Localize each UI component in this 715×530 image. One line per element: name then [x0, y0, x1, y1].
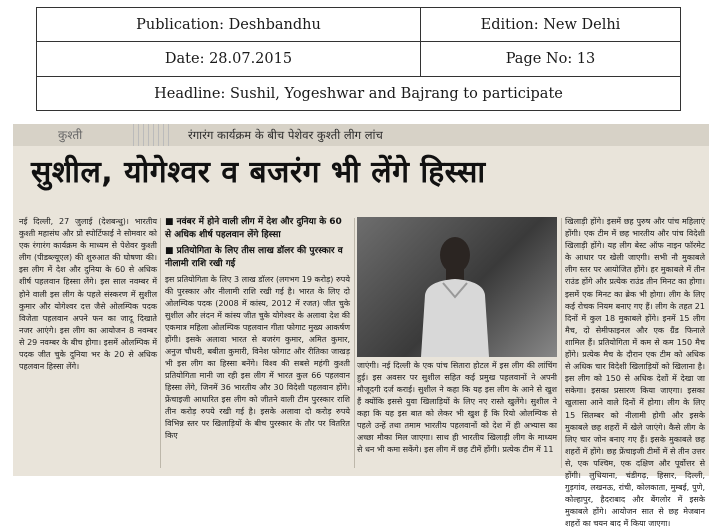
metadata-table	[36, 7, 681, 111]
newspaper-clipping	[13, 124, 709, 529]
body-text: नई दिल्ली, 27 जुलाई (देशबन्धु)। भारतीय कुश्ती महासंघ और प्रो स्पोर्टिफाई ने सोमवार को एक रंगारंग कार्यक्रम के माध्यम से पेशेवर कुश्ती लीग (पीडब्ल्यूएल) की शुरुआत की घोषणा की। इस लीग में देश और दुनिया के 60 से अधिक शीर्ष पहलवान हिस्सा लेंगे। इस साल नवम्बर में होने वाली इस लीग के पहले संस्करण में सुशील कुमार और योगेश्वर दत्त जैसे ओलम्पिक पदक विजेता पहलवान अपने फन का जादू दिखाते नजर आएंगे। इस लीग का आयोजन 8 नवम्बर से 29 नवम्बर के बीच होगा। इसमें ओलम्पिक में पदक जीत चुके दुनिया भर के 20 से अधिक पहलवान हिस्सा लेंगे।	[19, 217, 157, 372]
publication-cell: Publication: Deshbandhu	[136, 16, 321, 33]
body-text: जाएंगी। नई दिल्ली के एक पांच सितारा होटल में इस लीग की लांचिंग हुई। इस अवसर पर सुशील सहित कई प्रमुख पहलवानों ने अपनी मौजूदगी दर्ज कराई। सुशील ने कहा कि यह इस लीग के आने से खुश हैं क्योंकि इससे युवा खिलाड़ियों के लिए नए रास्ते खुलेंगे। सुशील ने कहा कि यह इस बात को लेकर भी खुश हैं कि रियो ओलम्पिक से पहले उन्हें तथा तमाम भारतीय पहलवानों को देश में ही अभ्यास का अच्छा मौका मिल जाएगा। साथ ही भारतीय खिलाड़ी लीग के माध्यम से धन भी कमा सकेंगे। इस लीग में छह टीमें होंगी। प्रत्येक टीम में 11	[357, 361, 557, 454]
highlight-point: ■ प्रतियोगिता के लिए तीस लाख डॉलर की पुरस्कार व नीलामी राशि रखी गई	[165, 246, 343, 269]
article-headline: सुशील, योगेश्वर व बजरंग भी लेंगे हिस्सा	[31, 155, 486, 190]
column-rule	[160, 218, 161, 468]
kicker-strap	[13, 124, 709, 146]
kicker-text: रंगारंग कार्यक्रम के बीच पेशेवर कुश्ती लीग लांच	[188, 128, 383, 142]
table-row	[37, 8, 680, 42]
column-rule	[561, 218, 562, 468]
date-cell: Date: 28.07.2015	[164, 51, 293, 67]
headline-cell: Headline: Sushil, Yogeshwar and Bajrang to participate	[154, 86, 563, 102]
article-column-4	[565, 216, 705, 530]
body-text: इस प्रतियोगिता के लिए 3 लाख डॉलर (लगभग 19 करोड़) रुपये की पुरस्कार और नीलामी राशि रखी गई है। भारत के लिए दो ओलम्पिक पदक (2008 में कांस्य, 2012 में रजत) जीत चुके सुशील और लंदन में कांस्य जीत चुके योगेश्वर के अलावा देश की एकमात्र महिला ओलम्पिक पहलवान गीता फोगाट मुख्य आकर्षण होंगी। इसके अलावा भारत से बजरंग कुमार, अमित कुमार, अनुज चौधरी, बबीता कुमारी, विनेश फोगाट और रीतिका जाखड़ भी इस लीग का हिस्सा बनेंगे। विश्व की सबसे महंगी कुश्ती प्रतियोगिता मानी जा रही इस लीग में भारत कुल 66 पहलवान हिस्सा लेंगे, जिनमें 36 भारतीय और 30 विदेशी पहलवान होंगे। फ्रेंचाइजी आधारित इस लीग को जीतने वाली टीम पुरस्कार राशि तीन करोड़ रुपये रखी गई है। इसके अलावा दो करोड़ रुपये विभिन्न स्तर पर खिलाड़ियों के बीच पुरस्कार के तौर पर वितरित किए	[165, 275, 350, 440]
highlight-point: ■ नवंबर में होने वाली लीग में देश और दुनिया के 60 से अधिक शीर्ष पहलवान लेंगे हिस्सा	[165, 217, 342, 240]
article-column-3	[357, 360, 557, 456]
table-row	[37, 42, 680, 77]
body-text: खिलाड़ी होंगे। इसमें छह पुरुष और पांच महिलाएं होंगी। एक टीम में छह भारतीय और पांच विदेशी खिलाड़ी होंगे। यह लीग बेस्ट ऑफ नाइन फॉरमेट के आधार पर खेली जाएगी। सभी नौ मुकाबले लीग स्तर पर आयोजित होंगे। हर मुकाबले में तीन राउंड होंगे और प्रत्येक राउंड तीन मिनट का होगा। इसमें एक मिनट का ब्रेक भी होगा। लीग के लिए कई रोचक नियम बनाए गए हैं। लीग के तहत 21 दिनों में कुल 18 मुकाबले होंगे। इनमें 15 लीग मैच, दो सेमीफाइनल और एक ग्रैंड फिनाले शामिल हैं। प्रतियोगिता में कम से कम 150 मैच होंगे। प्रत्येक मैच के दौरान एक टीम को अधिक से अधिक चार विदेशी खिलाड़ियों को खिलाना है। इस लीग को 150 से अधिक देशों में देखा जा सकेगा। इसका प्रसारण किया जाएगा। इसका खुलासा आने वाले दिनों में होगा। लीग के लिए 15 सितम्बर को नीलामी होगी और इसके मुकाबले छह शहरों में खेले जाएंगे। कैसे लीग के लिए चार जोन बनाए गए हैं। इसके मुकाबले छह शहरों में होंगे। छह फ्रेंचाइजी टीमों में से तीन उत्तर से, एक पश्चिम, एक दक्षिण और पूर्वोत्तर से होंगी। लुधियाना, चंडीगढ़, हिसार, दिल्ली, गुड़गांव, लखनऊ, रांची, कोलकाता, मुम्बई, पुणे, कोल्हापुर, हैदराबाद और बेंगलोर में इसके मुकाबले होंगे। आयोजन सात से छह मेजबान शहरों का चयन बाद में किया जाएगा।	[565, 217, 705, 529]
table-row	[37, 77, 680, 111]
decorative-lines	[133, 124, 173, 146]
person-silhouette-icon	[415, 231, 495, 357]
article-column-2	[165, 216, 350, 442]
page-number-cell: Page No: 13	[505, 51, 596, 67]
wrestler-photo	[357, 217, 557, 357]
article-column-1	[19, 216, 157, 470]
column-rule	[354, 218, 355, 468]
category-label: कुश्ती	[58, 128, 83, 142]
edition-cell: Edition: New Delhi	[480, 16, 621, 33]
